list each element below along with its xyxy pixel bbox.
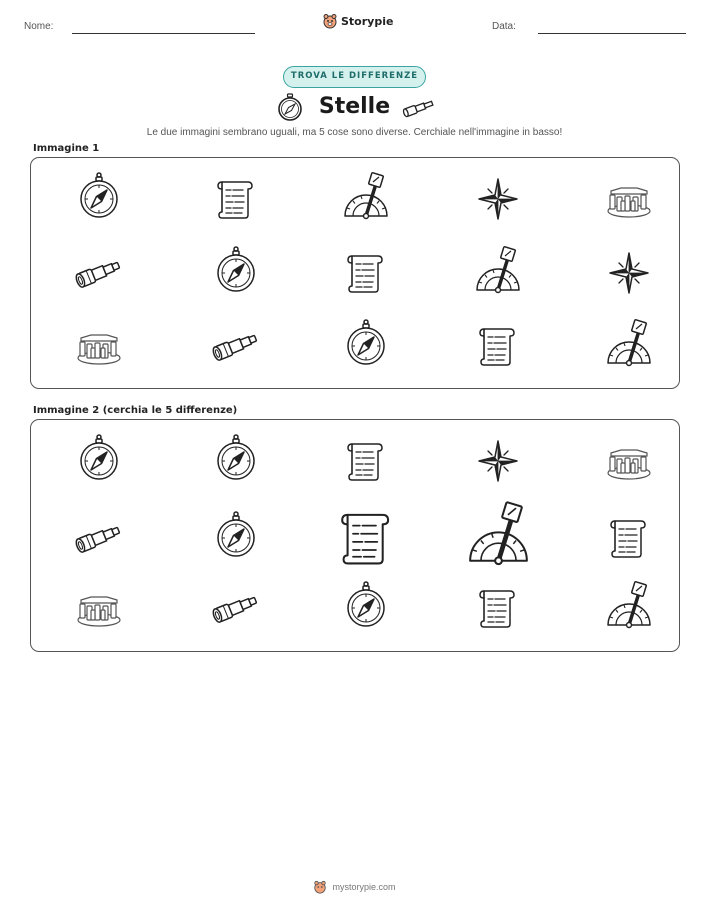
scroll-icon: [206, 171, 266, 227]
image1-label: Immagine 1: [33, 143, 100, 154]
image1-cell: [599, 318, 659, 374]
image1-cell: [336, 171, 396, 227]
activity-badge: TROVA LE DIFFERENZE: [283, 66, 426, 88]
compass-icon: [336, 580, 396, 636]
brand-logo: [322, 13, 393, 29]
telescope-icon: [206, 580, 266, 636]
image1-cell: [336, 245, 396, 301]
image2-cell[interactable]: [599, 580, 659, 636]
image1-cell: [468, 245, 528, 301]
brand-name: Storypie: [341, 14, 394, 28]
image2-cell[interactable]: [69, 433, 129, 489]
compass-icon: [69, 433, 129, 489]
date-label: Data:: [492, 21, 516, 32]
stonehenge-icon: [599, 433, 659, 489]
image1-cell: [468, 171, 528, 227]
protractor-icon: [468, 245, 528, 301]
image1-cell: [69, 245, 129, 301]
compass-icon: [206, 245, 266, 301]
telescope-icon: [69, 245, 129, 301]
star-icon: [468, 433, 528, 489]
image1-cell: [206, 171, 266, 227]
scroll-icon: [326, 500, 407, 576]
mascot-icon: [313, 880, 327, 894]
star-icon: [468, 171, 528, 227]
scroll-icon: [468, 318, 528, 374]
image2-cell[interactable]: [326, 500, 407, 576]
telescope-icon: [206, 318, 266, 374]
image1-cell: [69, 171, 129, 227]
compass-icon: [206, 510, 266, 566]
date-field[interactable]: [538, 33, 686, 34]
scroll-icon: [336, 433, 396, 489]
name-field[interactable]: [72, 33, 255, 34]
scroll-icon: [599, 510, 659, 566]
scroll-icon: [336, 245, 396, 301]
image1-cell: [69, 318, 129, 374]
footer: [0, 880, 709, 894]
image2-cell[interactable]: [458, 500, 539, 576]
telescope-icon: [69, 510, 129, 566]
image2-cell[interactable]: [206, 580, 266, 636]
name-label: Nome:: [24, 21, 54, 32]
mascot-icon: [322, 13, 338, 29]
image1-cell: [206, 318, 266, 374]
instructions-text: Le due immagini sembrano uguali, ma 5 cose sono diverse. Cerchiale nell'immagine in basso!: [146, 127, 563, 138]
stonehenge-icon: [69, 318, 129, 374]
page-title: Stelle: [318, 94, 391, 119]
stonehenge-icon: [599, 171, 659, 227]
image2-cell[interactable]: [206, 510, 266, 566]
title-row: [0, 92, 709, 122]
image1-cell: [336, 318, 396, 374]
compass-icon: [206, 433, 266, 489]
image2-cell[interactable]: [599, 433, 659, 489]
image1-cell: [468, 318, 528, 374]
image2-cell[interactable]: [336, 580, 396, 636]
footer-site: mystorypie.com: [332, 882, 396, 892]
protractor-icon: [599, 318, 659, 374]
stonehenge-icon: [69, 580, 129, 636]
image2-label: Immagine 2 (cerchia le 5 differenze): [33, 405, 238, 416]
image1-cell: [599, 245, 659, 301]
image1-cell: [206, 245, 266, 301]
telescope-icon: [402, 98, 436, 118]
scroll-icon: [468, 580, 528, 636]
image2-cell[interactable]: [468, 433, 528, 489]
image2-panel[interactable]: [30, 419, 680, 652]
image2-cell[interactable]: [599, 510, 659, 566]
image1-cell: [599, 171, 659, 227]
image2-cell[interactable]: [468, 580, 528, 636]
protractor-icon: [599, 580, 659, 636]
protractor-icon: [458, 500, 539, 576]
image2-cell[interactable]: [69, 510, 129, 566]
image2-cell[interactable]: [69, 580, 129, 636]
image2-cell[interactable]: [336, 433, 396, 489]
star-icon: [599, 245, 659, 301]
compass-icon: [69, 171, 129, 227]
compass-icon: [336, 318, 396, 374]
protractor-icon: [336, 171, 396, 227]
image2-cell[interactable]: [206, 433, 266, 489]
image1-panel: [30, 157, 680, 389]
